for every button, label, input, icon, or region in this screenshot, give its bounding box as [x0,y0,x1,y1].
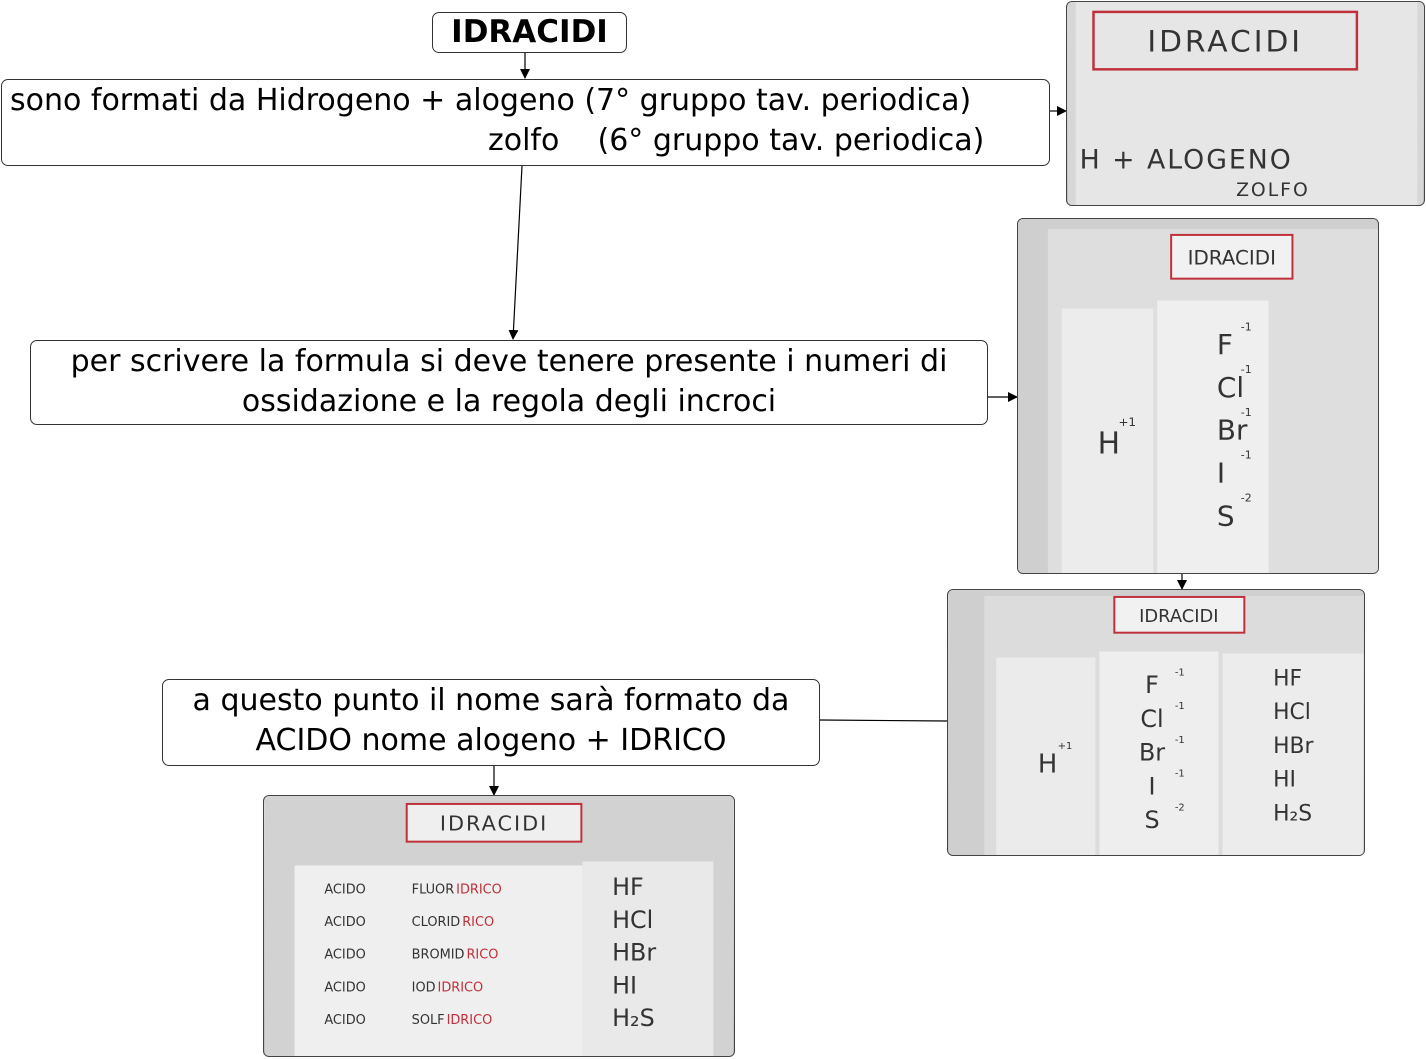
photo1-heading: IDRACIDI [1147,24,1304,60]
photo4-formula: HCl [612,905,654,934]
photo4-acid-word: ACIDO [324,1013,366,1029]
photo4-formula: HF [612,873,644,902]
photo2-anion-symbol: I [1216,456,1226,490]
photo2-anion-charge: -1 [1240,448,1252,462]
photo4-acid-root: FLUOR [411,882,455,898]
formation-node [1,79,1050,166]
formula-line-1: per scrivere la formula si deve tenere presente i numeri di [70,344,948,379]
photo4-acid-word: ACIDO [324,882,366,898]
photo4-acid-root: CLORID [411,915,461,930]
photo3-anion-symbol: Cl [1140,704,1164,733]
title-node: IDRACIDI [432,12,627,53]
photo2-anion-symbol: Br [1216,413,1248,447]
photo-hydrogen-halogen [1066,1,1425,206]
formula-node [30,340,988,425]
photo1-line-2: ZOLFO [1236,180,1310,202]
photo3-hydrogen-charge: +1 [1057,740,1073,752]
photo2-anion-charge: -1 [1240,320,1252,334]
photo2-anion-symbol: F [1216,328,1233,362]
photo3-anion-symbol: I [1148,772,1156,801]
photo4-acid-root: SOLF [411,1013,445,1029]
photo4-acid-word: ACIDO [324,947,366,963]
photo3-hydrogen: H [1037,749,1058,780]
photo4-acid-suffix: IDRICO [456,882,502,898]
formation-line-1: sono formati da Hidrogeno + alogeno (7° gruppo tav. periodica) [10,83,972,118]
photo4-heading: IDRACIDI [439,811,549,836]
edge-naming-to-photo3 [820,720,947,721]
photo2-hydrogen-charge: +1 [1118,414,1137,429]
photo-acid-names [263,795,735,1057]
photo3-formula: HI [1273,767,1296,793]
photo2-hydrogen: H [1097,426,1121,462]
photo2-anion-charge: -1 [1240,363,1252,377]
photo3-anion-symbol: S [1144,806,1160,835]
formula-line-2: ossidazione e la regola degli incroci [241,384,777,419]
photo2-anion-symbol: Cl [1216,370,1245,404]
formation-line-2: zolfo (6° gruppo tav. periodica) [488,123,985,158]
photo4-acid-suffix: IDRICO [446,1013,493,1029]
photo2-anion-charge: -2 [1240,491,1252,505]
photo4-acid-suffix: RICO [462,915,495,930]
photo3-anion-charge: -1 [1174,768,1185,780]
photo3-formula: HBr [1273,733,1314,759]
photo4-acid-word: ACIDO [324,915,366,930]
photo2-anion-symbol: S [1216,499,1235,533]
photo2-heading: IDRACIDI [1187,246,1276,270]
edge-formation-to-formula [513,166,522,339]
photo-formula-crossing [947,589,1365,856]
photo4-acid-word: ACIDO [324,980,366,996]
photo4-acid-root: IOD [411,980,436,996]
photo4-formula: HI [612,971,638,1000]
photo3-anion-symbol: F [1145,671,1159,700]
naming-node [162,679,820,766]
photo-oxidation-numbers [1017,218,1379,574]
photo1-line-1: H + ALOGENO [1079,144,1293,176]
photo3-heading: IDRACIDI [1139,605,1219,627]
naming-line-2: ACIDO nome alogeno + IDRICO [255,723,727,758]
photo4-formula: H₂S [612,1004,655,1033]
photo3-anion-charge: -1 [1174,701,1185,713]
photo3-formula: HCl [1273,700,1311,726]
photo4-acid-suffix: RICO [466,947,499,963]
photo2-paper-right [1157,301,1268,573]
photo4-formula: HBr [612,938,657,967]
photo3-formula: H₂S [1273,801,1313,827]
photo3-anion-charge: -1 [1174,734,1185,746]
photo3-anion-symbol: Br [1138,738,1166,767]
photo4-acid-suffix: IDRICO [437,980,484,996]
naming-line-1: a questo punto il nome sarà formato da [192,683,790,718]
photo3-formula: HF [1273,666,1303,692]
photo3-anion-charge: -2 [1174,802,1185,814]
photo2-anion-charge: -1 [1240,405,1252,419]
photo3-anion-charge: -1 [1174,667,1185,679]
photo4-acid-root: BROMID [411,947,465,963]
